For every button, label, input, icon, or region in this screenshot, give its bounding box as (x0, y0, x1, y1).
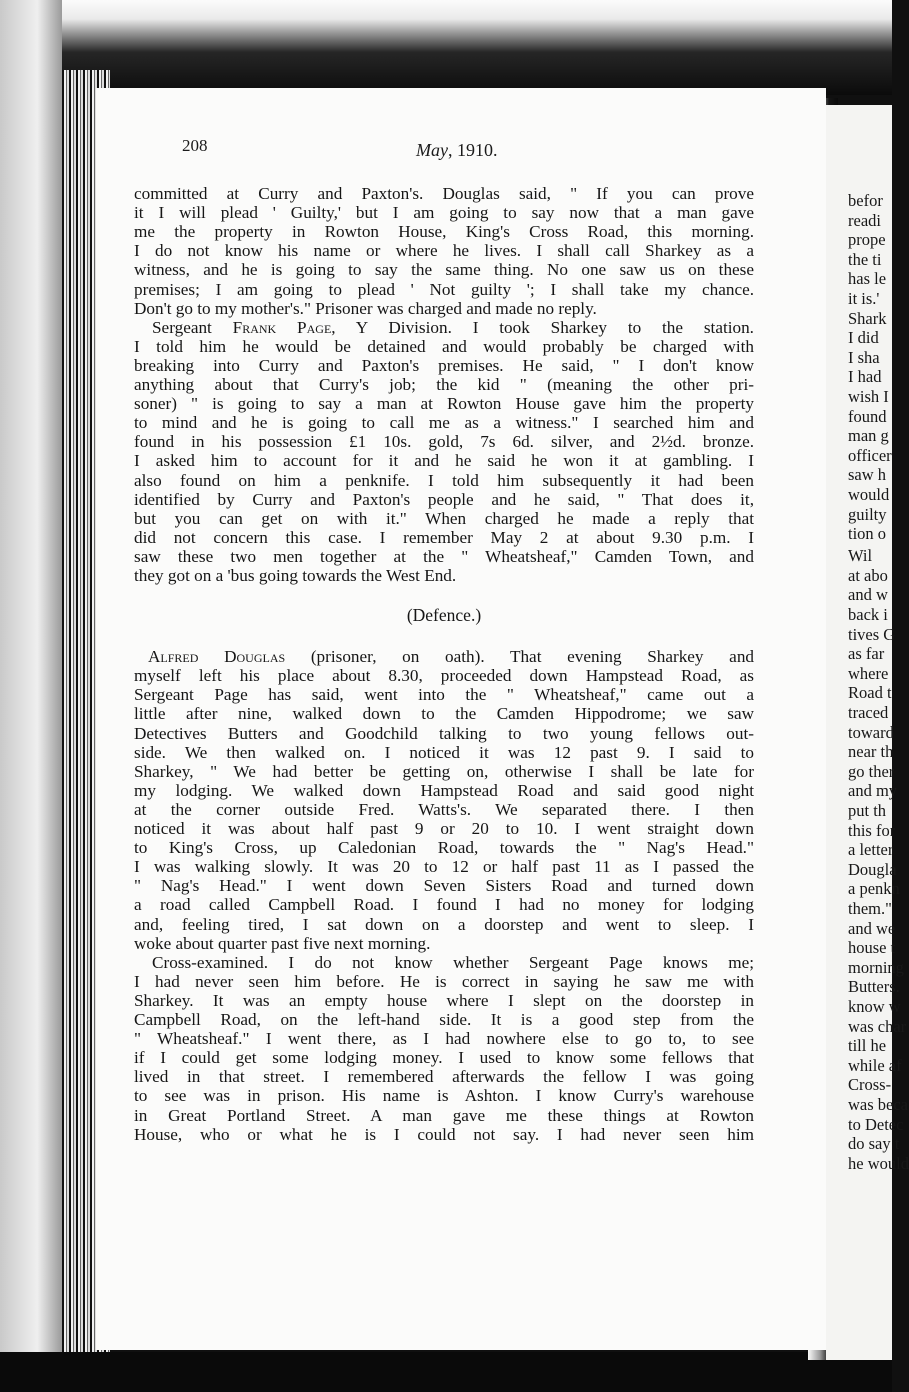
running-head-month: May (416, 140, 448, 160)
facing-page-line: saw h (848, 465, 887, 485)
speaker-text: (prisoner, on oath). That evening Sharkey and (285, 647, 755, 667)
facing-page-line: it is.' (848, 289, 880, 308)
facing-page-line: back i (848, 605, 888, 624)
text-line: Sharkey, " We had better be getting on, otherwise I shall be late for (134, 761, 754, 781)
facing-page-line: has le (848, 269, 887, 289)
facing-page (826, 105, 909, 1360)
text-line: anything about that Curry's job; the kid " (meaning the other pri- (134, 375, 754, 394)
facing-page-line: Butters. (848, 977, 900, 997)
facing-page-line: readi (848, 210, 881, 230)
facing-page-line: Cross- (848, 1075, 892, 1095)
facing-page-line: this for (848, 820, 896, 840)
text-line: I was walking slowly. It was 20 to 12 or half past 11 as I passed the (134, 857, 754, 877)
facing-page-line: Wil (848, 546, 873, 566)
text-line: Sharkey. It was an empty house where I slept on the doorstep in (134, 990, 754, 1010)
facing-page-line: I did (848, 328, 879, 348)
facing-page-line: put th (848, 801, 887, 820)
text-line: in Great Portland Street. A man gave me these things at Rowton (134, 1105, 754, 1125)
facing-page-line: and w (848, 585, 888, 605)
text-line: side. We then walked on. I noticed it was 12 past 9. I said to (134, 742, 754, 762)
text-line: my lodging. We walked down Hampstead Road and said good night (134, 780, 754, 800)
facing-page-line: a letter (848, 840, 894, 860)
text-line: House, who or what he is I could not say. I had never seen him (134, 1124, 754, 1144)
facing-page-line: to Detec (848, 1114, 904, 1134)
text-line: premises; I am going to plead ' Not guilty '; I shall take my chance. (134, 279, 754, 299)
text-line: Sergeant Page has said, went into the " Wheatsheaf," came out a (134, 685, 754, 705)
facing-page-line: Road t (848, 683, 892, 703)
facing-page-line: I sha (848, 347, 880, 367)
text-line: lived in that street. I remembered afterwards the fellow I was going (134, 1067, 754, 1087)
text-line: I asked him to account for it and he said he won it at gambling. I (134, 451, 754, 471)
facing-page-line: befor (848, 191, 883, 210)
facing-page-line: till he (848, 1036, 887, 1056)
text-line: " Nag's Head." I went down Seven Sisters Road and turned down (134, 876, 754, 896)
text-line: I told him he would be detained and would probably be charged with (134, 336, 754, 356)
facing-page-line: man g (848, 426, 889, 446)
facing-page-line: where (848, 663, 889, 683)
text-line: to see was in prison. His name is Ashton. I know Curry's warehouse (134, 1086, 754, 1106)
facing-page-line: guilty (848, 504, 887, 524)
text-line: found in his possession £1 10s. gold, 7s 6d. silver, and 2½d. bronze. (134, 432, 754, 452)
text-line: and, feeling tired, I sat down on a doorstep and went to sleep. I (134, 914, 754, 934)
text-line: if I could get some lodging money. I used to know some fellows that (134, 1048, 754, 1068)
facing-page-line: traced (848, 703, 889, 722)
book-page (96, 88, 826, 1350)
facing-page-line: tives G (848, 624, 896, 644)
text-line: soner) " is going to say a man at Rowton House gave him the property (134, 394, 754, 414)
facing-page-line: toward (848, 722, 894, 742)
text-line: I do not know his name or where he lives. I shall call Sharkey as a (134, 241, 754, 261)
facing-page-line: go ther (848, 761, 895, 781)
text-line: a road called Campbell Road. I found I had no money for lodging (134, 895, 754, 915)
facing-page-line: near th (848, 742, 894, 762)
facing-page-line: and we (848, 918, 896, 938)
paragraph-start-page (152, 318, 754, 337)
facing-page-line: I had (848, 367, 882, 387)
scan-top-background (0, 0, 892, 95)
speaker-text: , Y Division. I took Sharkey to the station. (331, 317, 754, 337)
text-line: " Wheatsheaf." I went there, as I had nowhere else to go to, to see (134, 1029, 754, 1049)
facing-page-line: was beca (848, 1095, 909, 1114)
text-line: to mind and he is going to call me as a witness." I searched him and (134, 413, 754, 433)
facing-page-line: at abo (848, 565, 888, 585)
speaker-name: Frank Page (232, 317, 332, 337)
text-line: also found on him a penknife. I told him subsequently it had been (134, 470, 754, 490)
facing-page-line: the ti (848, 249, 882, 269)
text-line: woke about quarter past five next morning. (134, 933, 431, 953)
facing-page-line: do say t (848, 1134, 900, 1154)
running-head (416, 140, 497, 161)
text-line: witness, and he is going to say the same thing. No one saw us on these (134, 260, 754, 280)
facing-page-line: know w (848, 997, 901, 1016)
section-heading: (Defence.) (406, 605, 482, 626)
facing-page-line: would (848, 485, 890, 504)
paragraph-start-douglas (148, 647, 754, 666)
facing-page-line: house t (848, 938, 896, 958)
text-line: to King's Cross, up Caledonian Road, towards the " Nag's Head." (134, 838, 754, 858)
text-line: little after nine, walked down to the Camden Hippodrome; we saw (134, 704, 754, 724)
text-line: did not concern this case. I remember May 2 at about 9.30 p.m. I (134, 527, 754, 547)
facing-page-line: as far (848, 644, 885, 664)
facing-page-line: a penkn (848, 879, 900, 899)
text-line: Detectives Butters and Goodchild talking to two young fellows out- (134, 723, 754, 743)
speaker-intro: Sergeant (152, 317, 233, 337)
facing-page-line: Dougla (848, 859, 897, 879)
scan-left-margin (0, 0, 62, 1392)
text-line: but you can get on with it." When charged he made a reply that (134, 508, 754, 528)
text-line: saw these two men together at the " Wheatsheaf," Camden Town, and (134, 546, 754, 566)
text-line: at the corner outside Fred. Watts's. We separated there. I then (134, 799, 754, 819)
text-line: they got on a 'bus going towards the West End. (134, 566, 457, 585)
text-line: noticed it was about half past 9 or 20 to 10. I went straight down (134, 819, 754, 838)
facing-page-line: and my (848, 781, 898, 801)
facing-page-line: prope (848, 230, 886, 250)
text-line: it I will plead ' Guilty,' but I am going to say now that a man gave (134, 203, 754, 223)
speaker-name: Alfred Douglas (148, 647, 286, 667)
text-line: Don't go to my mother's." Prisoner was charged and made no reply. (134, 298, 597, 318)
text-line: Campbell Road, on the left-hand side. It is a good step from the (134, 1010, 754, 1029)
text-line: me the property in Rowton House, King's Cross Road, this morning. (134, 222, 754, 242)
text-line: breaking into Curry and Paxton's premises. He said, " I don't know (134, 355, 754, 375)
facing-page-line: them." (848, 899, 892, 918)
scan-bottom-background (0, 1352, 892, 1392)
facing-page-line: was char (848, 1016, 907, 1036)
facing-page-line: found (848, 406, 887, 426)
text-line: committed at Curry and Paxton's. Douglas said, " If you can prove (134, 184, 754, 203)
facing-page-line: morning (848, 957, 904, 977)
text-line: identified by Curry and Paxton's people and he said, " That does it, (134, 489, 754, 509)
facing-page-line: wish I (848, 387, 889, 406)
facing-page-line: he would (848, 1153, 909, 1173)
facing-page-line: officer (848, 445, 892, 465)
running-head-year: , 1910. (447, 140, 498, 160)
page-number: 208 (182, 136, 208, 155)
facing-page-line: tion o (848, 524, 887, 544)
facing-page-line: Shark (848, 308, 887, 328)
text-line: I had never seen him before. He is correct in saying he saw me with (134, 971, 754, 991)
text-line: myself left his place about 8.30, proceeded down Hampstead Road, as (134, 666, 754, 686)
facing-page-line: while af (848, 1055, 902, 1075)
text-line: Cross-examined. I do not know whether Sergeant Page knows me; (152, 952, 754, 972)
